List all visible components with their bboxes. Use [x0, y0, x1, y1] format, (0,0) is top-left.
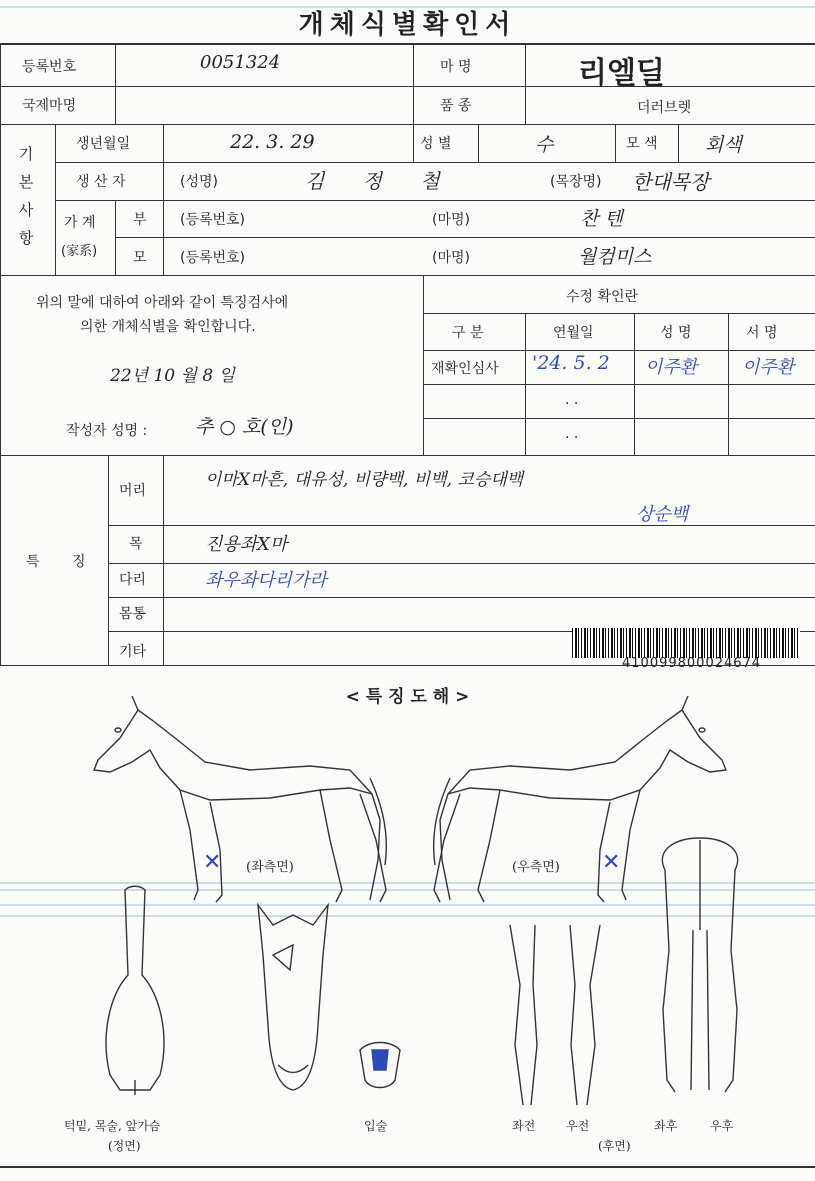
feature-neck-value: 진용좌X마 [205, 534, 288, 555]
feature-body-label: 몸통 [119, 606, 147, 622]
ranch-value: 한대목장 [632, 170, 710, 194]
writer-value: 추 ○ 호(인) [195, 416, 294, 438]
sire-name-label: (마명) [432, 212, 470, 228]
revision-row-date: . . [565, 426, 579, 442]
revision-header-date: 연월일 [553, 325, 594, 341]
sire-label: 부 [133, 212, 147, 228]
diagram-title: < 특 징 도 해 > [345, 687, 470, 707]
breed-label: 품 종 [440, 98, 472, 114]
revision-title: 수정 확인란 [566, 289, 639, 305]
pedigree-label: 가 계 [64, 215, 96, 231]
horse-head-diagram [238, 895, 348, 1095]
sire-name-value: 찬 텐 [580, 208, 623, 230]
dam-reg-label: (등록번호) [180, 250, 246, 266]
dam-name-value: 월컴미스 [578, 246, 652, 268]
feature-head-extra: 상순백 [636, 504, 689, 525]
revision-header-type: 구 분 [452, 325, 484, 341]
breeder-name-label: (성명) [180, 174, 218, 190]
reg-no-label: 등록번호 [22, 59, 77, 75]
features-section-label: 특 징 [26, 554, 100, 570]
left-leg-mark: ✕ [203, 850, 222, 875]
basic-section-label: 기본사항 [18, 145, 34, 247]
feature-head-value: 이마X마흔, 대유성, 비량백, 비백, 코승대백 [205, 470, 524, 490]
feature-other-label: 기타 [119, 644, 147, 660]
breeder-name-value: 김 정 철 [305, 169, 456, 193]
pedigree-hanja: (家系) [61, 244, 98, 259]
right-hind-label: 우후 [710, 1119, 734, 1133]
right-side-label: (우측면) [512, 860, 560, 875]
breed-value: 더러브렛 [637, 100, 692, 116]
revision-row-sign: 이주환 [742, 357, 795, 378]
revision-row-date: . . [565, 392, 579, 408]
statement-date: 22년 10 월 8 일 [110, 366, 235, 386]
revision-header-sign: 서 명 [746, 325, 778, 341]
revision-row-name: 이주환 [645, 357, 698, 378]
statement-line-2: 의한 개체식별을 확인합니다. [80, 319, 256, 335]
revision-header-name: 성 명 [660, 325, 692, 341]
barcode [572, 628, 800, 658]
reg-no-value: 0051324 [200, 52, 281, 73]
dam-name-label: (마명) [432, 250, 470, 266]
right-leg-mark: ✕ [602, 850, 621, 875]
horse-rear-diagram [645, 830, 755, 1100]
horse-legs-diagram [495, 915, 615, 1115]
lip-diagram [350, 1040, 410, 1100]
revision-row-type: 재확인심사 [431, 361, 499, 377]
feature-legs-value: 좌우좌다리가라 [205, 570, 327, 591]
statement-line-1: 위의 말에 대하여 아래와 같이 특징검사에 [36, 295, 289, 311]
color-value: 회색 [705, 134, 742, 156]
front-caption-1: 턱밑, 목술, 앞가슴 [64, 1119, 161, 1133]
writer-label: 작성자 성명 : [66, 423, 148, 439]
front-caption-2: (정면) [108, 1139, 141, 1153]
feature-neck-label: 목 [129, 536, 143, 552]
revision-row-date: '24. 5. 2 [532, 352, 610, 374]
birth-label: 생년월일 [76, 136, 131, 152]
rear-caption: (후면) [598, 1139, 631, 1153]
left-hind-label: 좌후 [654, 1119, 678, 1133]
breeder-label: 생 산 자 [76, 174, 126, 190]
sire-reg-label: (등록번호) [180, 212, 246, 228]
sex-value: 수 [535, 134, 554, 156]
horse-name-label: 마 명 [440, 59, 472, 75]
color-label: 모 색 [626, 136, 658, 152]
ranch-label: (목장명) [550, 174, 602, 190]
page-title: 개체식별확인서 [298, 10, 517, 40]
sex-label: 성 별 [420, 136, 452, 152]
right-fore-label: 우전 [566, 1119, 590, 1133]
feature-legs-label: 다리 [119, 572, 147, 588]
left-fore-label: 좌전 [512, 1119, 536, 1133]
barcode-number: 410099800024674 [622, 656, 762, 671]
feature-head-label: 머리 [119, 483, 147, 499]
left-side-label: (좌측면) [246, 860, 294, 875]
horse-left-side-diagram [80, 690, 410, 910]
lip-caption: 입술 [364, 1119, 388, 1133]
horse-name-value: 리엘딜 [578, 56, 665, 91]
dam-label: 모 [133, 250, 147, 266]
birth-value: 22. 3. 29 [230, 131, 315, 153]
horse-front-diagram [90, 885, 180, 1115]
intl-name-label: 국제마명 [22, 98, 77, 114]
